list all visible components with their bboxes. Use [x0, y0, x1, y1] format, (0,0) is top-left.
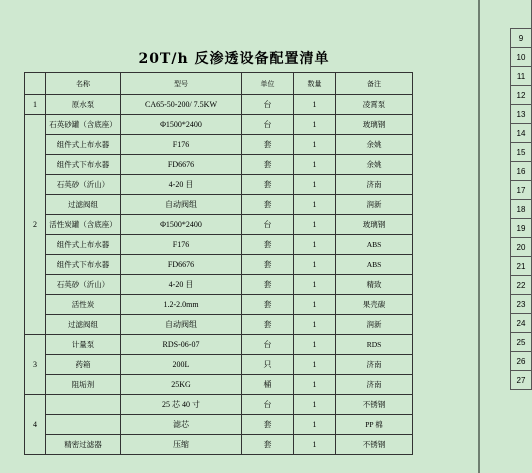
row-number[interactable]: 10 [511, 48, 532, 67]
cell-name: 组件式下布水器 [46, 155, 121, 175]
row-number[interactable]: 14 [511, 124, 532, 143]
cell-name: 组件式上布水器 [46, 235, 121, 255]
cell-model: 25KG [121, 375, 242, 395]
cell-qty: 1 [294, 435, 336, 455]
cell-note: 润新 [336, 315, 413, 335]
cell-name: 阻垢剂 [46, 375, 121, 395]
cell-qty: 1 [294, 235, 336, 255]
row-number-row [511, 276, 532, 295]
cell-note: 润新 [336, 195, 413, 215]
cell-qty: 1 [294, 115, 336, 135]
cell-unit: 套 [242, 295, 294, 315]
row-number[interactable]: 12 [511, 86, 532, 105]
cell-unit: 套 [242, 175, 294, 195]
cell-model: F176 [121, 235, 242, 255]
cell-name: 石英砂（沂山） [46, 275, 121, 295]
cell-qty: 1 [294, 315, 336, 335]
cell-model: 4-20 目 [121, 175, 242, 195]
cell-qty: 1 [294, 255, 336, 275]
row-number-column [510, 0, 532, 390]
cell-qty: 1 [294, 375, 336, 395]
cell-name: 计量泵 [46, 335, 121, 355]
row-number[interactable]: 17 [511, 181, 532, 200]
cell-model: 滤芯 [121, 415, 242, 435]
cell-qty: 1 [294, 295, 336, 315]
cell-model: 自动阀组 [121, 315, 242, 335]
window-divider[interactable] [478, 0, 480, 473]
cell-unit: 套 [242, 435, 294, 455]
table-row [25, 395, 413, 415]
cell-qty: 1 [294, 415, 336, 435]
cell-name: 组件式下布水器 [46, 255, 121, 275]
cell-name: 活性炭罐（含底座） [46, 215, 121, 235]
cell-qty: 1 [294, 355, 336, 375]
row-number[interactable]: 13 [511, 105, 532, 124]
cell-name: 过滤阀组 [46, 195, 121, 215]
equipment-table [24, 72, 413, 455]
cell-note: 果壳碳 [336, 295, 413, 315]
table-row [25, 355, 413, 375]
row-number-row [511, 67, 532, 86]
cell-unit: 套 [242, 235, 294, 255]
row-number-row [511, 333, 532, 352]
row-number-row [511, 86, 532, 105]
table-row [25, 95, 413, 115]
cell-model: F176 [121, 135, 242, 155]
table-row [25, 255, 413, 275]
cell-qty: 1 [294, 215, 336, 235]
row-number-row [511, 257, 532, 276]
cell-unit: 套 [242, 275, 294, 295]
cell-model: 压缩 [121, 435, 242, 455]
row-number[interactable]: 24 [511, 314, 532, 333]
row-spacer [511, 0, 532, 29]
row-number[interactable]: 25 [511, 333, 532, 352]
table-row [25, 275, 413, 295]
cell-name: 精密过滤器 [46, 435, 121, 455]
cell-unit: 套 [242, 415, 294, 435]
cell-name: 原水泵 [46, 95, 121, 115]
group-number: 4 [25, 395, 46, 455]
cell-unit: 台 [242, 215, 294, 235]
row-number[interactable]: 21 [511, 257, 532, 276]
page-title: 20T/h 反渗透设备配置清单 [138, 51, 330, 67]
cell-note: RDS [336, 335, 413, 355]
cell-note: 玻璃钢 [336, 215, 413, 235]
row-number[interactable]: 11 [511, 67, 532, 86]
table-row [25, 235, 413, 255]
cell-note: ABS [336, 255, 413, 275]
cell-model: Φ1500*2400 [121, 115, 242, 135]
header-no [25, 73, 46, 95]
row-number-row [511, 352, 532, 371]
cell-model: 1.2-2.0mm [121, 295, 242, 315]
row-number-row [511, 371, 532, 390]
cell-unit: 台 [242, 395, 294, 415]
cell-qty: 1 [294, 155, 336, 175]
cell-qty: 1 [294, 95, 336, 115]
table-row [25, 295, 413, 315]
table-row [25, 435, 413, 455]
table-row [25, 415, 413, 435]
row-number[interactable]: 18 [511, 200, 532, 219]
cell-model: Φ1500*2400 [121, 215, 242, 235]
group-number: 3 [25, 335, 46, 395]
cell-note: 凌霄泵 [336, 95, 413, 115]
cell-model: FD6676 [121, 255, 242, 275]
header-note: 备注 [336, 73, 413, 95]
cell-name: 过滤阀组 [46, 315, 121, 335]
cell-model: 25 芯 40 寸 [121, 395, 242, 415]
cell-unit: 套 [242, 135, 294, 155]
cell-name: 组件式上布水器 [46, 135, 121, 155]
cell-qty: 1 [294, 135, 336, 155]
header-row [25, 73, 413, 95]
cell-note: ABS [336, 235, 413, 255]
cell-qty: 1 [294, 335, 336, 355]
cell-unit: 只 [242, 355, 294, 375]
cell-model: 4-20 目 [121, 275, 242, 295]
cell-unit: 桶 [242, 375, 294, 395]
cell-unit: 套 [242, 255, 294, 275]
cell-unit: 套 [242, 315, 294, 335]
row-number-row [511, 238, 532, 257]
cell-model: RDS-06-07 [121, 335, 242, 355]
row-number[interactable]: 15 [511, 143, 532, 162]
cell-note: 济南 [336, 175, 413, 195]
header-name: 名称 [46, 73, 121, 95]
table-row [25, 195, 413, 215]
cell-name [46, 415, 121, 435]
cell-note: 玻璃钢 [336, 115, 413, 135]
table-row [25, 335, 413, 355]
row-number-row [511, 200, 532, 219]
cell-qty: 1 [294, 175, 336, 195]
table-row [25, 135, 413, 155]
cell-model: 自动阀组 [121, 195, 242, 215]
cell-unit: 台 [242, 335, 294, 355]
cell-name: 活性炭 [46, 295, 121, 315]
cell-name: 石英砂罐（含底座） [46, 115, 121, 135]
row-number[interactable]: 23 [511, 295, 532, 314]
header-model: 型号 [121, 73, 242, 95]
cell-note: 精致 [336, 275, 413, 295]
row-number-row [511, 219, 532, 238]
cell-note: 济南 [336, 375, 413, 395]
row-number-pane [510, 0, 532, 473]
cell-qty: 1 [294, 275, 336, 295]
row-number-row [511, 314, 532, 333]
row-number[interactable]: 9 [511, 29, 532, 48]
cell-unit: 套 [242, 155, 294, 175]
row-number[interactable]: 16 [511, 162, 532, 181]
table-row [25, 175, 413, 195]
cell-note: 余姚 [336, 155, 413, 175]
row-number-row [511, 124, 532, 143]
cell-note: PP 棉 [336, 415, 413, 435]
row-number[interactable]: 20 [511, 238, 532, 257]
cell-note: 不锈钢 [336, 395, 413, 415]
cell-unit: 台 [242, 115, 294, 135]
cell-model: 200L [121, 355, 242, 375]
row-number[interactable]: 19 [511, 219, 532, 238]
cell-unit: 套 [242, 195, 294, 215]
row-number-row [511, 29, 532, 48]
cell-model: FD6676 [121, 155, 242, 175]
cell-note: 余姚 [336, 135, 413, 155]
row-number[interactable]: 27 [511, 371, 532, 390]
header-unit: 单位 [242, 73, 294, 95]
row-number-row [511, 295, 532, 314]
table-row [25, 375, 413, 395]
cell-note: 济南 [336, 355, 413, 375]
header-qty: 数量 [294, 73, 336, 95]
cell-unit: 台 [242, 95, 294, 115]
row-number-row [511, 143, 532, 162]
row-number-spacer [511, 0, 532, 29]
row-number[interactable]: 26 [511, 352, 532, 371]
cell-note: 不锈钢 [336, 435, 413, 455]
cell-qty: 1 [294, 395, 336, 415]
cell-model: CA65-50-200/ 7.5KW [121, 95, 242, 115]
group-number: 1 [25, 95, 46, 115]
row-number-row [511, 105, 532, 124]
row-number[interactable]: 22 [511, 276, 532, 295]
table-row [25, 155, 413, 175]
row-number-row [511, 181, 532, 200]
table-row [25, 115, 413, 135]
group-number: 2 [25, 115, 46, 335]
cell-name: 石英砂（沂山） [46, 175, 121, 195]
row-number-row [511, 162, 532, 181]
cell-name [46, 395, 121, 415]
table-row [25, 215, 413, 235]
row-number-row [511, 48, 532, 67]
table-row [25, 315, 413, 335]
cell-qty: 1 [294, 195, 336, 215]
cell-name: 药箱 [46, 355, 121, 375]
